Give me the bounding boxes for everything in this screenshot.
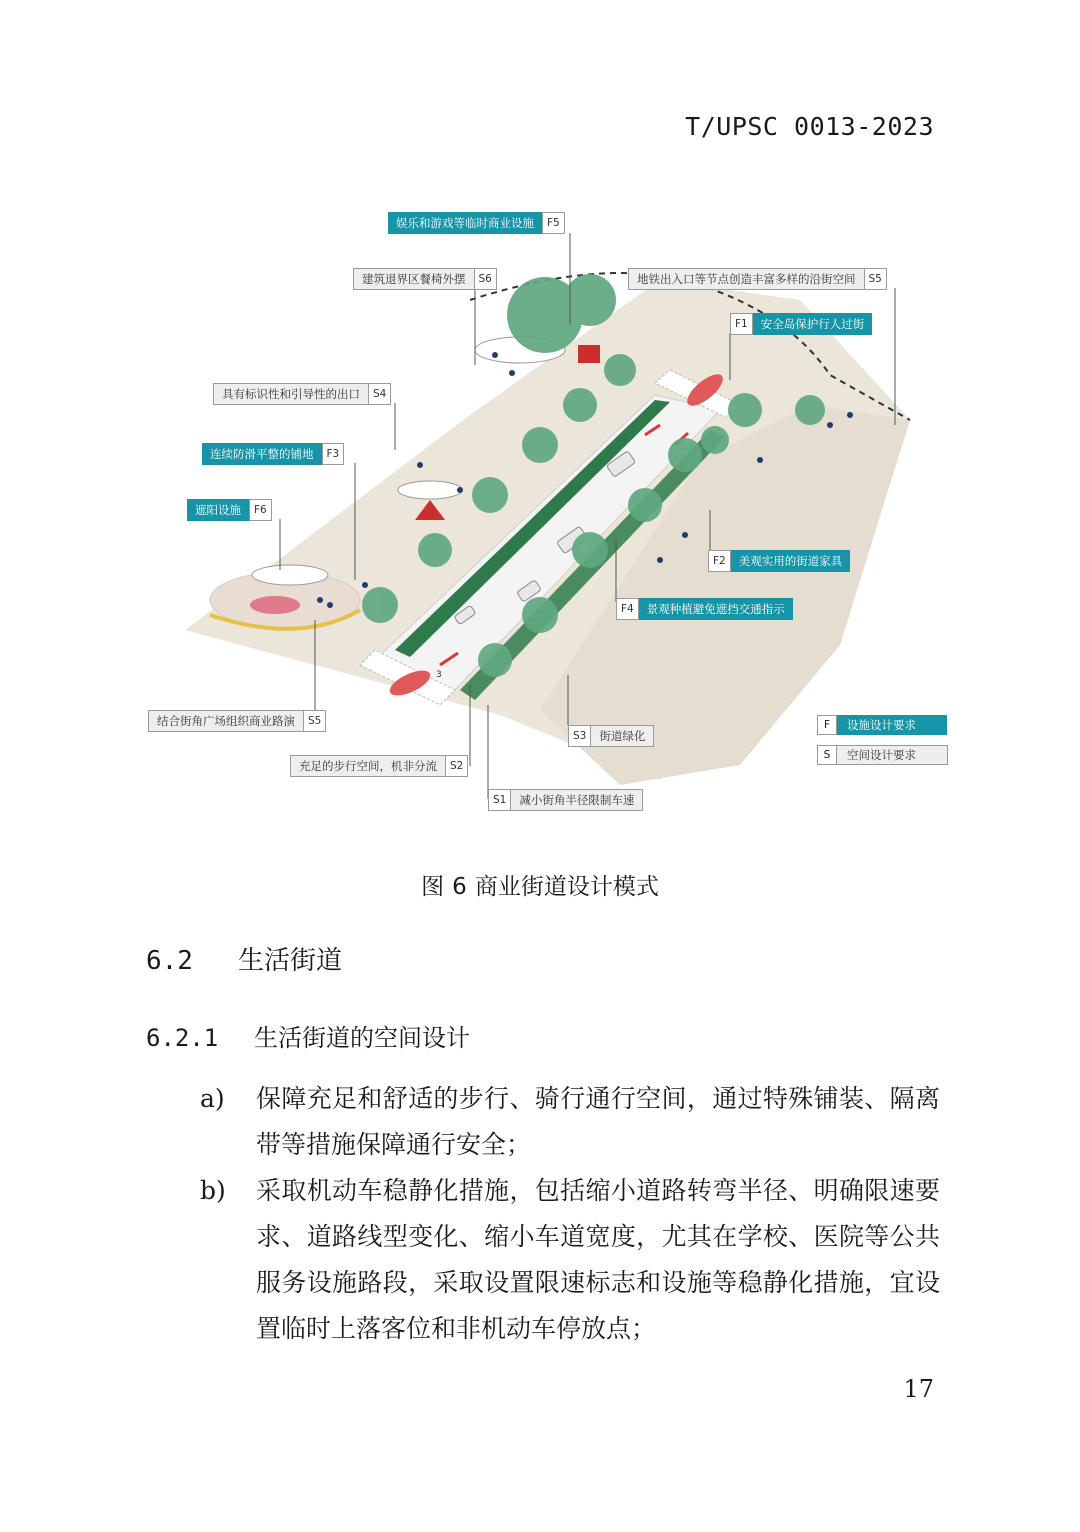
callout-code: S2 bbox=[445, 755, 468, 777]
callout-text: 安全岛保护行人过街 bbox=[753, 313, 873, 335]
list-item-text: 保障充足和舒适的步行、骑行通行空间，通过特殊铺装、隔离带等措施保障通行安全； bbox=[256, 1084, 940, 1159]
plaza-pattern bbox=[250, 596, 300, 614]
list-marker: a) bbox=[200, 1084, 225, 1113]
callout-s4 bbox=[213, 383, 391, 405]
callout-f1 bbox=[730, 313, 872, 335]
callout-f2 bbox=[708, 550, 850, 572]
callout-s1 bbox=[488, 789, 643, 811]
callout-f5 bbox=[388, 212, 565, 234]
legend-text: 空间设计要求 bbox=[837, 745, 948, 765]
list-marker: b) bbox=[200, 1176, 226, 1205]
callout-text: 遮阳设施 bbox=[187, 499, 249, 521]
page-number: 17 bbox=[903, 1375, 934, 1403]
callout-code: S5 bbox=[303, 710, 326, 732]
callout-text: 景观种植避免遮挡交通指示 bbox=[639, 598, 793, 620]
list-item bbox=[200, 1076, 940, 1168]
callout-code: F2 bbox=[708, 550, 731, 572]
callout-text: 充足的步行空间，机非分流 bbox=[290, 755, 445, 777]
callout-text: 具有标识性和引导性的出口 bbox=[213, 383, 368, 405]
callout-f6 bbox=[187, 499, 272, 521]
subsection-heading bbox=[146, 1018, 470, 1053]
legend-facility bbox=[817, 715, 947, 735]
callout-s2 bbox=[290, 755, 468, 777]
lane-number: 3 bbox=[436, 670, 442, 680]
figure-caption bbox=[0, 868, 1080, 901]
callout-text: 街道绿化 bbox=[591, 725, 654, 747]
callout-text: 建筑退界区餐椅外摆 bbox=[353, 268, 474, 290]
callout-s3 bbox=[568, 725, 654, 747]
section-number: 6.2 bbox=[146, 946, 193, 976]
canopy-1 bbox=[252, 565, 328, 585]
list-item-text: 采取机动车稳静化措施，包括缩小道路转弯半径、明确限速要求、道路线型变化、缩小车道宽度，尤其在学校、医院等公共服务设施路段，采取设置限速标志和设施等稳静化措施，宜设置临时上落客位和非机动车停放点； bbox=[256, 1176, 940, 1343]
callout-code: F1 bbox=[730, 313, 753, 335]
legend-code: F bbox=[817, 715, 837, 735]
callout-text: 地铁出入口等节点创造丰富多样的沿街空间 bbox=[628, 268, 864, 290]
callout-text: 结合街角广场组织商业路演 bbox=[148, 710, 303, 732]
callout-code: S1 bbox=[488, 789, 511, 811]
callout-text: 娱乐和游戏等临时商业设施 bbox=[388, 212, 542, 234]
red-kiosk bbox=[578, 345, 600, 363]
subsection-title: 生活街道的空间设计 bbox=[254, 1024, 470, 1052]
callout-text: 减小街角半径限制车速 bbox=[511, 789, 643, 811]
document-id: T/UPSC 0013-2023 bbox=[685, 112, 934, 141]
callout-s6 bbox=[353, 268, 497, 290]
callout-code: S5 bbox=[864, 268, 887, 290]
section-heading bbox=[146, 940, 342, 977]
callout-s5-corner bbox=[148, 710, 326, 732]
legend-text: 设施设计要求 bbox=[837, 715, 947, 735]
canopy-2 bbox=[398, 481, 462, 499]
callout-code: F6 bbox=[249, 499, 272, 521]
callout-text: 连续防滑平整的铺地 bbox=[202, 443, 322, 465]
caption-number: 6 bbox=[452, 874, 467, 900]
callout-text: 美观实用的街道家具 bbox=[731, 550, 851, 572]
callout-code: F3 bbox=[322, 443, 345, 465]
legend-space bbox=[817, 745, 948, 765]
caption-prefix: 图 bbox=[421, 874, 445, 900]
callout-code: F5 bbox=[542, 212, 565, 234]
callout-code: S6 bbox=[474, 268, 497, 290]
callout-f4 bbox=[616, 598, 793, 620]
callout-code: S4 bbox=[368, 383, 391, 405]
list-item bbox=[200, 1168, 940, 1352]
callout-f3 bbox=[202, 443, 344, 465]
caption-title: 商业街道设计模式 bbox=[474, 874, 659, 900]
callout-code: S3 bbox=[568, 725, 591, 747]
legend-code: S bbox=[817, 745, 837, 765]
callout-code: F4 bbox=[616, 598, 639, 620]
subsection-number: 6.2.1 bbox=[146, 1024, 219, 1052]
callout-s5-subway bbox=[628, 268, 887, 290]
street-design-figure bbox=[140, 205, 950, 820]
section-title: 生活街道 bbox=[238, 946, 343, 976]
